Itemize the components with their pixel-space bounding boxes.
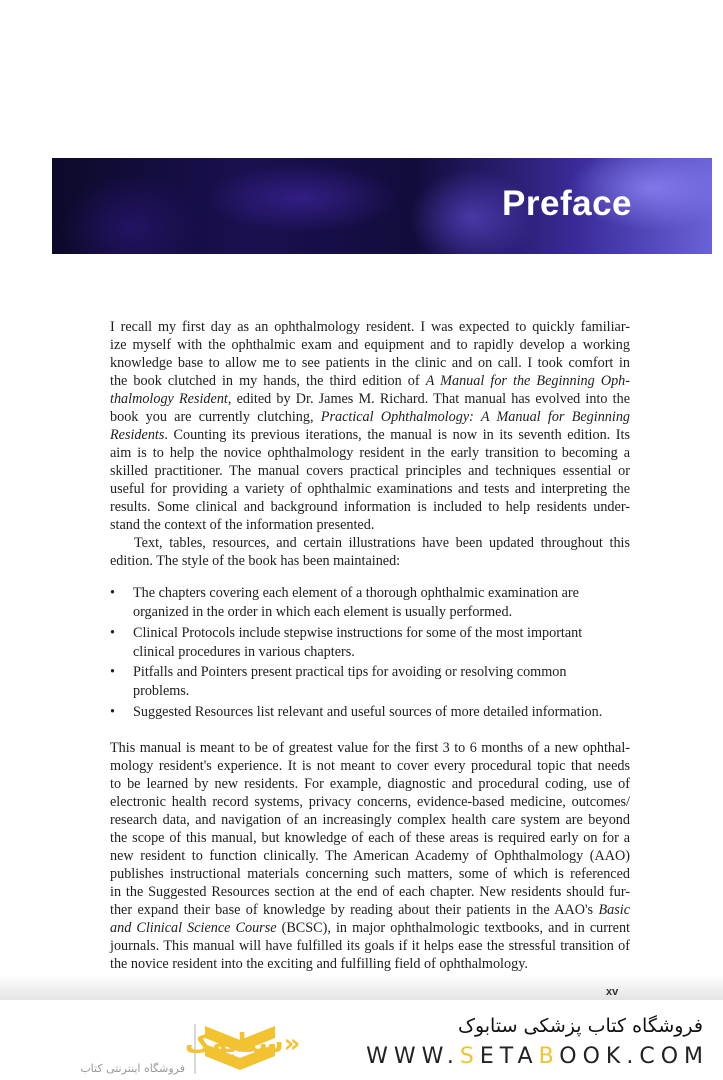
text-segment: new resident to function clinically. The American Academy of Ophthalmology (AAO) [110,848,630,864]
text-line [110,811,630,829]
text-segment: useful for providing a variety of ophthalmic examinations and tests and interpreting the [110,481,630,497]
setabook-logo [35,1018,301,1078]
text-segment: This manual is meant to be of greatest value for the first 3 to 6 months of a new ophthal- [110,740,630,756]
text-segment: I recall my first day as an ophthalmology resident. I was expected to quickly familiar- [110,319,630,335]
text-line [110,955,630,973]
text-line [110,829,630,847]
text-segment: . Counting its previous iterations, the manual is now in its seventh edition. Its [164,427,630,443]
bullet-icon: • [110,625,115,641]
bullet-text: The chapters covering each element of a thorough ophthalmic examination are [133,585,579,601]
text-line [110,516,630,534]
page-title: Preface [502,184,632,223]
bullet-text: Clinical Protocols include stepwise instructions for some of the most important [133,625,583,641]
text-line [110,408,630,426]
italic-title: thalmology Resident [110,391,228,407]
bullet-icon: • [110,585,115,601]
text-line [110,372,630,390]
text-segment: book you are currently clutching, [110,409,321,425]
text-segment: , edited by Dr. James M. Richard. That manual has evolved into the [227,391,630,407]
bullet-text: Suggested Resources list relevant and useful sources of more detailed information. [133,704,603,720]
bullet-icon: • [110,664,115,680]
store-footer [0,1000,723,1080]
text-segment: the scope of this manual, but knowledge of each of these areas is required early on for a [110,830,630,846]
text-line [110,354,630,372]
text-line [110,865,630,883]
text-line [110,883,630,901]
text-segment: electronic health record systems, privacy concerns, evidence-based medicine, outcomes/ [110,794,630,810]
page-number: xv [606,986,619,998]
text-segment: ther expand their base of knowledge by reading about their patients in the AAO's [110,902,599,918]
store-name: فروشگاه کتاب پزشکی ستابوک [457,1015,703,1037]
text-line [110,847,630,865]
text-segment: knowledge base to allow me to see patients in the clinic and on call. I took comfort in [110,355,630,371]
text-line [110,901,630,919]
text-segment: stand the context of the information presented. [110,517,375,533]
text-line [110,318,630,336]
text-line [110,793,630,811]
italic-title: and Clinical Science Course [110,920,277,936]
text-segment: (BCSC), in major ophthalmologic textbooks, and in current [276,920,630,936]
text-line [110,534,630,552]
text-line [110,552,630,570]
text-line [110,426,630,444]
store-url[interactable]: WWW.SETABOOK.COM [366,1044,709,1069]
svg-text:فروشگاه اینترنتی کتاب: فروشگاه اینترنتی کتاب [80,1062,185,1075]
text-line [110,757,630,775]
bullet-text: problems. [133,683,190,699]
bullet-text: clinical procedures in various chapters. [133,644,355,660]
italic-title: A Manual for the Beginning Oph- [425,373,630,389]
text-line [110,498,630,516]
text-segment: the book clutched in my hands, the third edition of [110,373,426,389]
paragraph-updates [110,534,630,570]
italic-title: Practical Ophthalmology: A Manual for Beginning [320,409,631,425]
text-segment: Text, tables, resources, and certain illustrations have been updated throughout this [134,535,630,551]
text-segment: mology resident's experience. It is not meant to cover every procedural topic that needs [110,758,630,774]
bullet-item [110,703,630,722]
text-segment: edition. The style of the book has been maintained: [110,553,401,569]
text-line [110,775,630,793]
text-segment: skilled practitioner. The manual covers practical principles and techniques essential or [110,463,630,479]
italic-title: Residents [110,427,165,443]
bullet-item [110,584,630,622]
bullet-text: organized in the order in which each element is usually performed. [133,604,513,620]
text-segment: to be learned by new residents. For example, diagnostic and procedural coding, use of [110,776,630,792]
paragraph-scope [110,739,630,973]
bullet-icon: • [110,704,115,720]
text-line [110,480,630,498]
text-line [110,462,630,480]
text-segment: in the Suggested Resources section at the end of each chapter. New residents should fur- [110,884,630,900]
text-segment: results. Some clinical and background information is included to help residents under- [110,499,630,515]
text-segment: research data, and navigation of an increasingly complex health care system are beyond [110,812,630,828]
svg-text:«ستابوک: «ستابوک [185,1029,301,1059]
text-segment: aim is to help the novice ophthalmology resident in the early transition to becoming a [110,445,630,461]
text-line [110,390,630,408]
italic-title: Basic [598,902,630,918]
text-line [110,336,630,354]
text-segment: publishes instructional materials concerning such matters, some of which is referenced [110,866,630,882]
text-line [110,937,630,955]
bullet-text: Pitfalls and Pointers present practical tips for avoiding or resolving common [133,664,567,680]
text-segment: journals. This manual will have fulfilled its goals if it helps ease the stressful transition of [110,938,630,954]
text-segment: ize myself with the ophthalmic exam and equipment and to rapidly develop a working [110,337,630,353]
paragraph-intro [110,318,630,534]
text-line [110,444,630,462]
bullet-item [110,624,630,662]
preface-banner [52,158,712,254]
text-line [110,739,630,757]
text-line [110,919,630,937]
bullet-item [110,663,630,701]
text-segment: the novice resident into the exciting and fulfilling field of ophthalmology. [110,956,528,972]
